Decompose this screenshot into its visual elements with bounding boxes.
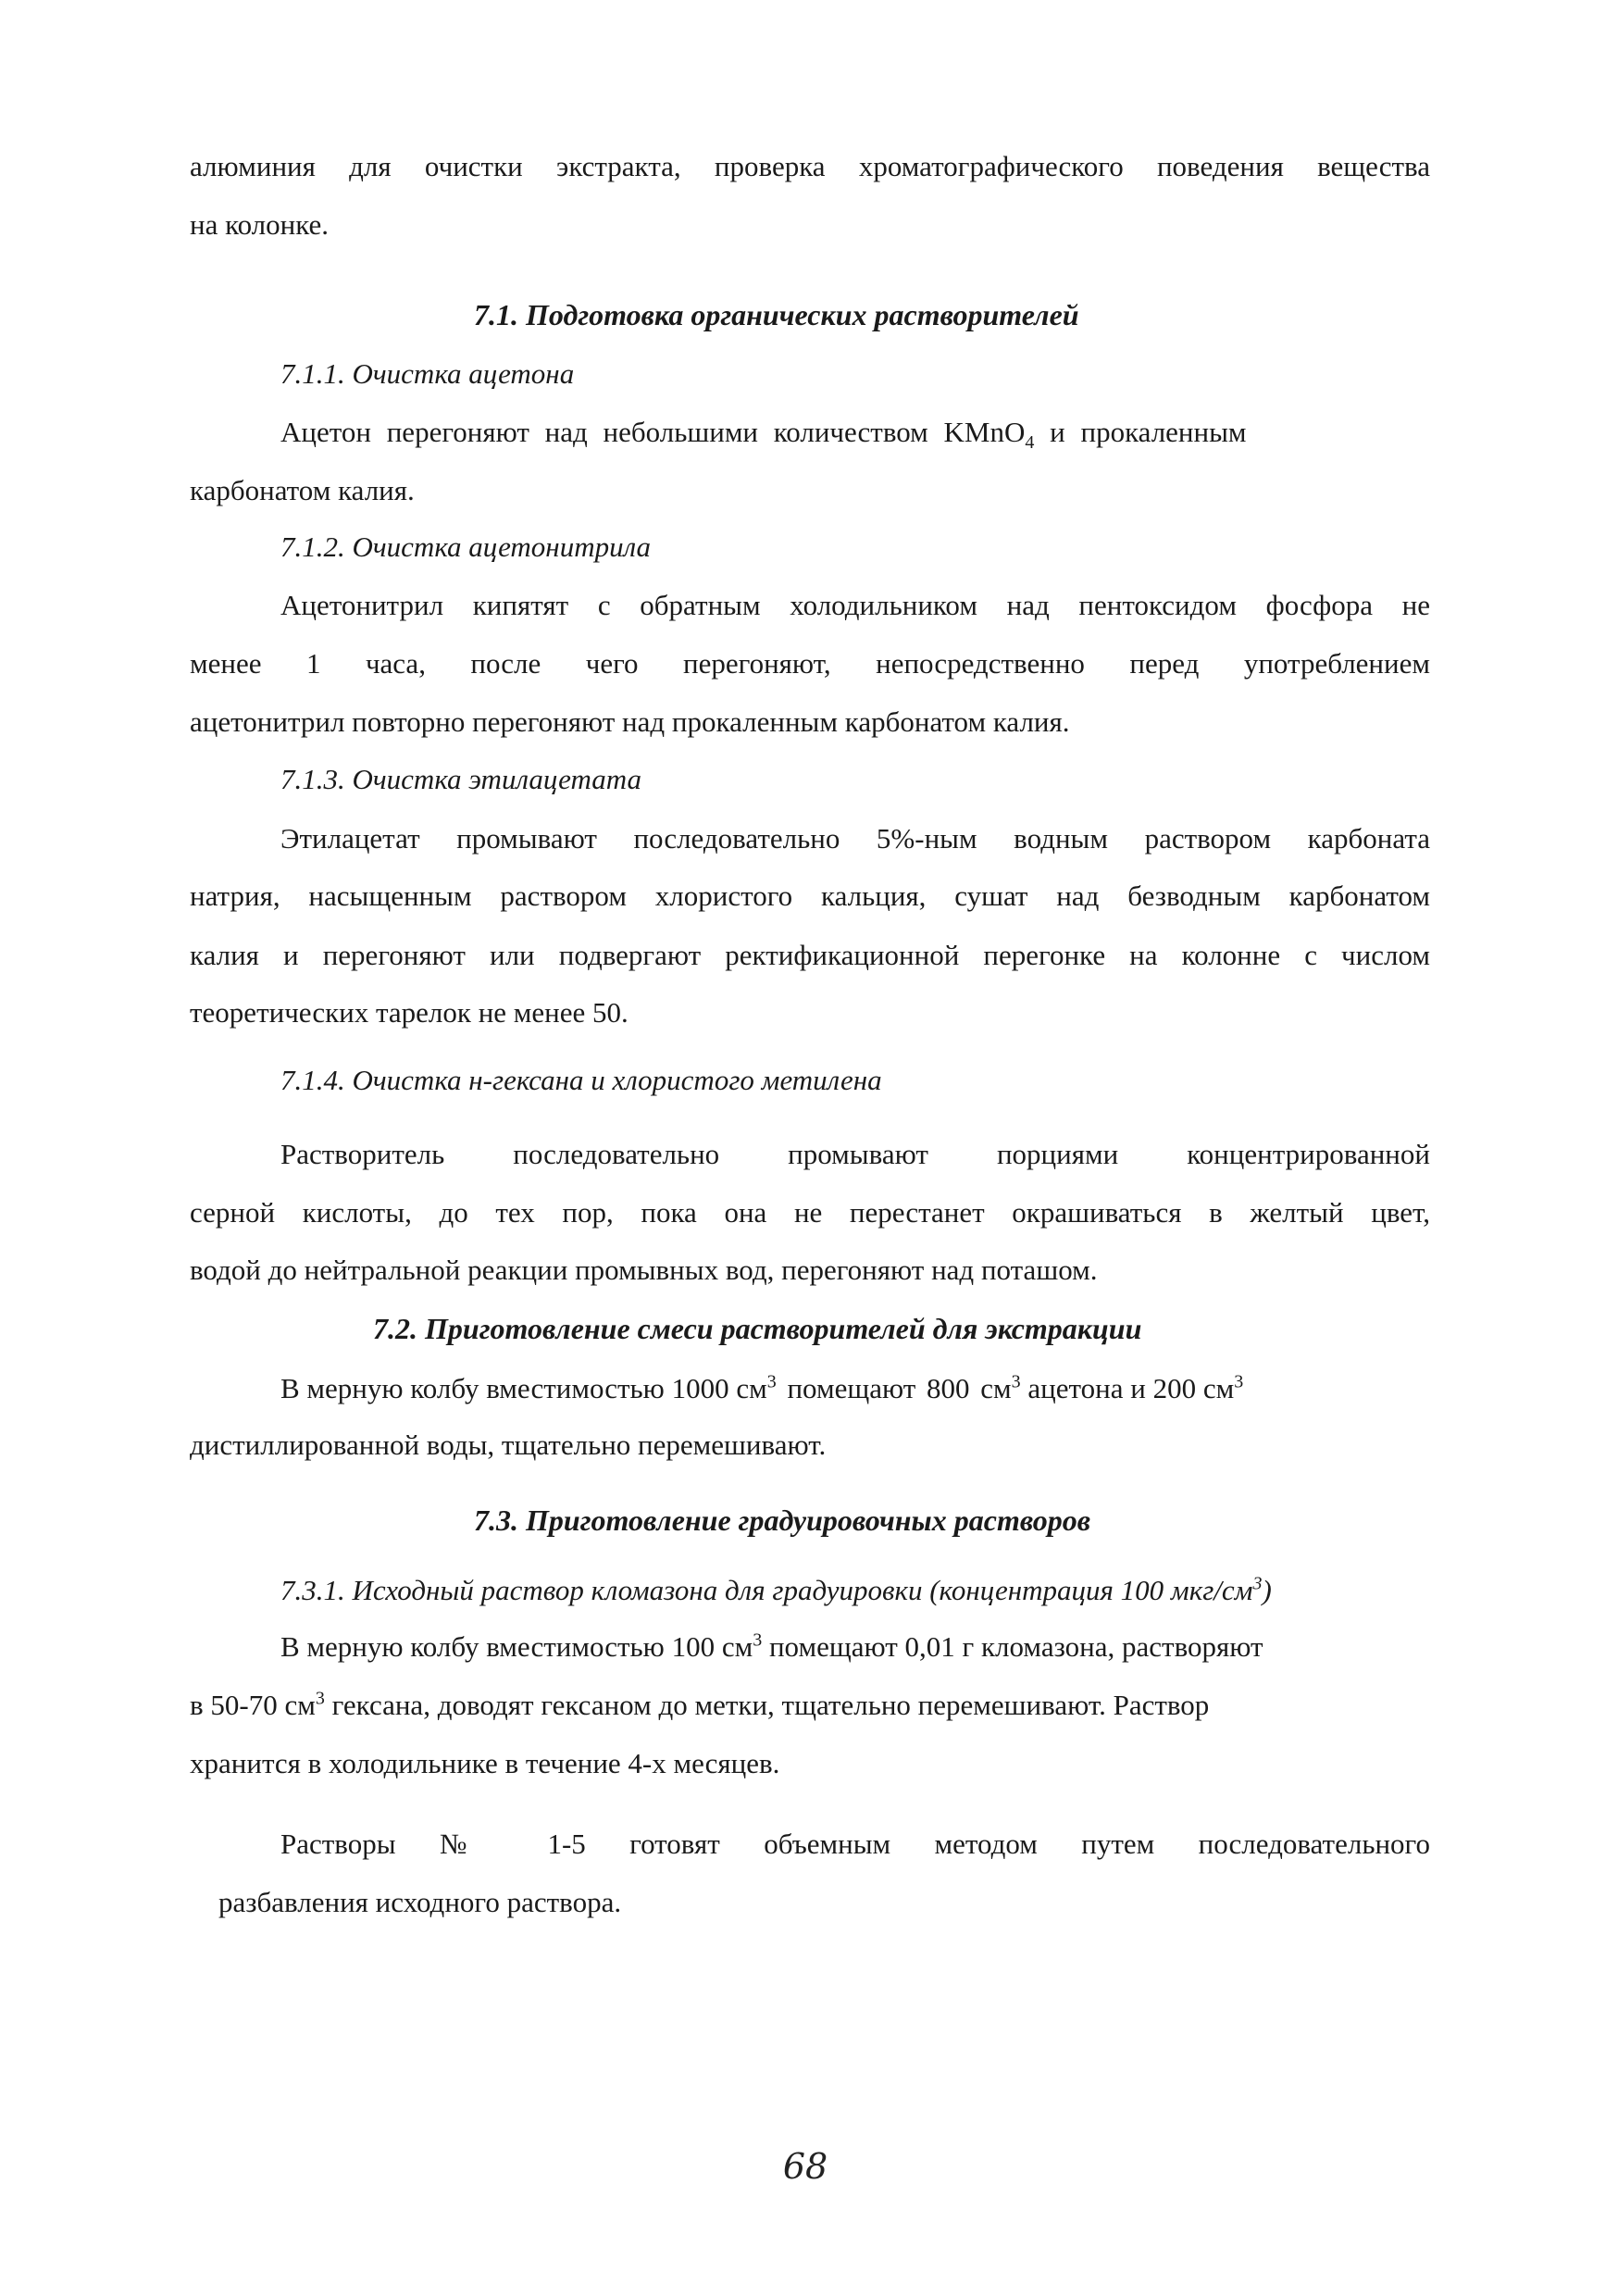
text-fragment: ацетона и 200 см: [1020, 1372, 1235, 1404]
subsection-heading-7-3-1: [280, 1572, 1272, 1609]
paragraph-line: [280, 414, 1430, 454]
section-heading-7-3: 7.3. Приготовление градуировочных растворов: [474, 1504, 1090, 1537]
paragraph-line: менее 1 часа, после чего перегоняют, непосредственно перед употреблением: [190, 647, 1430, 680]
subscript: 4: [1025, 432, 1035, 454]
text-fragment: 7.3.1. Исходный раствор кломазона для градуировки (концентрация 100 мкг/см: [280, 1574, 1253, 1606]
text-fragment: гексана, доводят гексаном до метки, тщательно перемешивают. Раствор: [324, 1689, 1210, 1721]
paragraph-line: на колонке.: [190, 208, 330, 241]
paragraph-line: дистиллированной воды, тщательно перемешивают.: [190, 1429, 827, 1461]
paragraph-line: [190, 1687, 1430, 1724]
paragraph-line: натрия, насыщенным раствором хлористого кальция, сушат над безводным карбонатом: [190, 880, 1430, 912]
section-heading-7-2: 7.2. Приготовление смеси растворителей для экстракции: [373, 1312, 1142, 1345]
paragraph-line: карбонатом калия.: [190, 474, 415, 506]
paragraph-line: калия и перегоняют или подвергают ректификационной перегонке на колонне с числом: [190, 939, 1430, 971]
text-fragment: Ацетон перегоняют над небольшими количеством KMnO: [280, 416, 1026, 448]
text-fragment: помещают 800 см: [776, 1372, 1012, 1404]
page-number: 68: [782, 2146, 828, 2187]
text-fragment: В мерную колбу вместимостью 1000 см: [280, 1372, 767, 1404]
text-fragment: ): [1262, 1574, 1272, 1606]
paragraph-line: алюминия для очистки экстракта, проверка хроматографического поведения вещества: [190, 150, 1430, 182]
paragraph-line: серной кислоты, до тех пор, пока она не перестанет окрашиваться в желтый цвет,: [190, 1196, 1430, 1229]
paragraph-line: хранится в холодильнике в течение 4-х месяцев.: [190, 1747, 780, 1779]
superscript: 3: [315, 1688, 325, 1709]
paragraph-line: теоретических тарелок не менее 50.: [190, 996, 629, 1029]
text-fragment: в 50-70 см: [190, 1689, 316, 1721]
superscript: 3: [766, 1371, 777, 1392]
subsection-heading-7-1-4: 7.1.4. Очистка н-гексана и хлористого метилена: [280, 1064, 882, 1096]
paragraph-line: разбавления исходного раствора.: [218, 1886, 622, 1918]
text-fragment: и прокаленным: [1034, 416, 1247, 448]
subsection-heading-7-1-2: 7.1.2. Очистка ацетонитрила: [280, 530, 651, 563]
superscript: 3: [1252, 1573, 1263, 1594]
paragraph-line: [280, 1370, 1430, 1407]
paragraph-line: водой до нейтральной реакции промывных вод, перегоняют над поташом.: [190, 1254, 1098, 1286]
subsection-heading-7-1-3: 7.1.3. Очистка этилацетата: [280, 763, 641, 795]
section-heading-7-1: 7.1. Подготовка органических растворителей: [474, 298, 1079, 331]
paragraph-line: Ацетонитрил кипятят с обратным холодильником над пентоксидом фосфора не: [280, 589, 1430, 621]
paragraph-line: Растворы № 1-5 готовят объемным методом путем последовательного: [280, 1828, 1430, 1860]
paragraph-line: [280, 1628, 1430, 1666]
paragraph-line: Растворитель последовательно промывают порциями концентрированной: [280, 1138, 1430, 1170]
superscript: 3: [1234, 1371, 1244, 1392]
paragraph-line: Этилацетат промывают последовательно 5%-ным водным раствором карбоната: [280, 822, 1430, 855]
paragraph-line: ацетонитрил повторно перегоняют над прокаленным карбонатом калия.: [190, 705, 1070, 738]
subsection-heading-7-1-1: 7.1.1. Очистка ацетона: [280, 357, 575, 390]
text-fragment: помещают 0,01 г кломазона, растворяют: [762, 1630, 1263, 1663]
superscript: 3: [753, 1629, 763, 1651]
superscript: 3: [1011, 1371, 1021, 1392]
text-fragment: В мерную колбу вместимостью 100 см: [280, 1630, 753, 1663]
